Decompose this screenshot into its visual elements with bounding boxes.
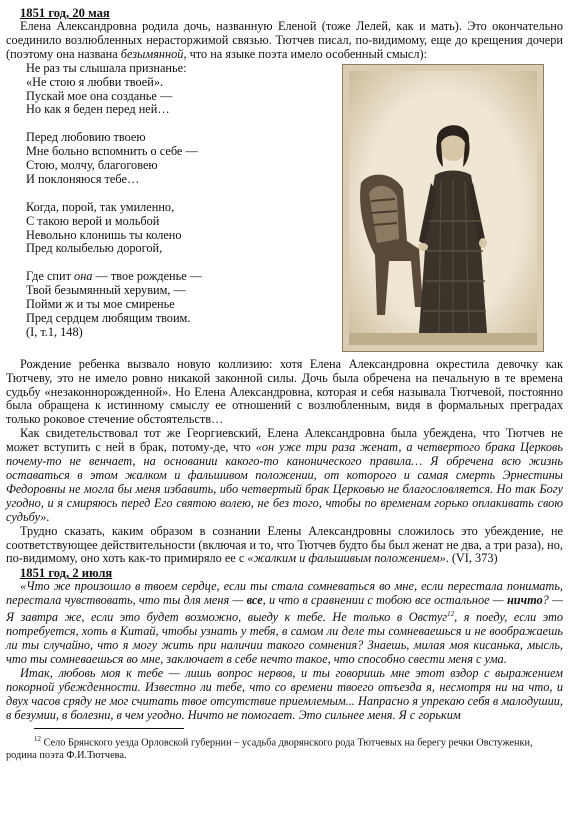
poem-line: Пойми ж и ты мое смиренье [26, 297, 175, 312]
intro-paragraph: Елена Александровна родила дочь, названную Еленой (тоже Лелей, как и мать). Это окончательно соединило возлюбленных нерасторжимой связью. Тютчев писал, по-видимому, еще до крещения дочери (поэтому она названа безымянной, что на языке поэта имело особенный смысл): [6, 19, 563, 61]
poem-line: Мне больно вспомнить о себе — [26, 144, 198, 159]
poem-line: И поклоняюся тебе… [26, 171, 140, 186]
poem-stanza-1 [26, 62, 326, 118]
poem-line: Твой безымянный херувим, — [26, 283, 186, 298]
portrait-photo-image [349, 71, 537, 345]
footnote-reference[interactable]: 12 [447, 610, 455, 619]
georgievsky-paragraph: Как свидетельствовал тот же Георгиевский, Елена Александровна была убеждена, что Тютчев не может вступить с ней в брак, потому-де, что «он уже три раза женат, а четвертого брака Церковь почему-то не венчает, на основании какого-то канонического правила… Я обречена всю жизнь оставаться в этом жалком и фальшивом положении, от которого и самая смерть Эрнестины Федоровны не могла бы меня избавить, ибо четвертый брак Церковью не благословляется. Но так Богу угодно, и я смиряюсь перед Его святою волею, не без того, чтобы по временам горько оплакивать свою судьбу». [6, 426, 563, 524]
poem-with-photo [6, 62, 563, 358]
poem-line: Не раз ты слышала признанье: [26, 60, 187, 75]
poem-reference: (I, т.1, 148) [26, 324, 83, 339]
poem-stanza-3 [26, 201, 326, 257]
letter-paragraph-1: «Что же произошло в твоем сердце, если ты стала сомневаться во мне, если перестала понимать, перестала чувствовать, что ты для меня — все, и что в сравнении с тобою все остальное — ничто? — Я завтра же, если это будет возможно, выеду к тебе. Не только в Овстуг$^{12}$, я поеду, если это потребуется, хоть в Китай, чтобы узнать у тебя, в самом ли деле ты сомневаешься и не воображаешь ли ты случайно, что я могу жить при наличии такого сомнения? Знаешь, милая моя кисанька, мысль, что ты сомневаешься во мне, заключает в себе нечто такое, что способно свести меня с ума. [6, 579, 563, 666]
poem-stanza-4 [26, 270, 326, 340]
poem-line: Перед любовию твоею [26, 130, 146, 145]
poem-line: Где спит она — твое рожденье — [26, 269, 203, 284]
poem-line: С такою верой и мольбой [26, 213, 160, 228]
portrait-photo-icon [349, 71, 537, 345]
poem [26, 62, 326, 340]
belief-paragraph: Трудно сказать, каким образом в сознании Елены Александровны сложилось это убеждение, не соответствующее действительности (включая и то, что Тютчев будто бы был женат не два, а три раза), но, по-видимому, оно хоть как-то примиряло ее с «жалким и фальшивым положением». (VI, 373) [6, 523, 563, 566]
footnote-divider [34, 728, 184, 729]
letter-paragraph-2: Итак, любовь моя к тебе — лишь вопрос нервов, и ты говоришь мне этот вздор с выражением покорной убежденности. Известно ли тебе, что со времени твоего отъезда я, несмотря ни на что, и двух часов сряду не мог считать твое отсутствие приемлемым... Напрасно я упрекаю себя в малодушии, в безумии, в болезни, в чем угодно. Ничто не помогает. Это сильнее меня. Я с горьким [6, 665, 563, 722]
date-heading-july-1851: 1851 год, 2 июля [20, 566, 113, 581]
poem-line: Стою, молчу, благоговею [26, 158, 158, 173]
poem-line: Пред сердцем любящим твоим. [26, 310, 191, 325]
poem-line: Пред колыбелью дорогой, [26, 241, 163, 256]
poem-line: Пускай мое она созданье — [26, 88, 173, 103]
poem-line: Невольно клонишь ты колено [26, 227, 182, 242]
birth-paragraph: Рождение ребенка вызвало новую коллизию: хотя Елена Александровна окрестила девочку как Тютчеву, это не имело ровно никакой законной силы. Дочь была обречена на печальную в те времена судьбу «незаконнорожденной». Но Елена Александровна, которая и себя называла Тютчевой, постоянно была обращена к истинному смыслу ее отношений с возлюбленным, видя в формальных преградах только роковое стечение обстоятельств… [6, 356, 563, 427]
poem-line: Когда, порой, так умиленно, [26, 199, 175, 214]
portrait-photo [342, 64, 544, 352]
poem-line: «Не стою я любви твоей». [26, 74, 164, 89]
poem-line: Но как я беден перед ней… [26, 102, 170, 117]
poem-stanza-2 [26, 131, 326, 187]
footnote: $^{12}$ Село Брянского уезда Орловской губернии – усадьба дворянского рода Тютчевых на берегу речки Овстуженки, родина поэта Ф.И.Тютчева. [6, 735, 533, 761]
date-heading-may-1851: 1851 год, 20 мая [20, 6, 110, 20]
